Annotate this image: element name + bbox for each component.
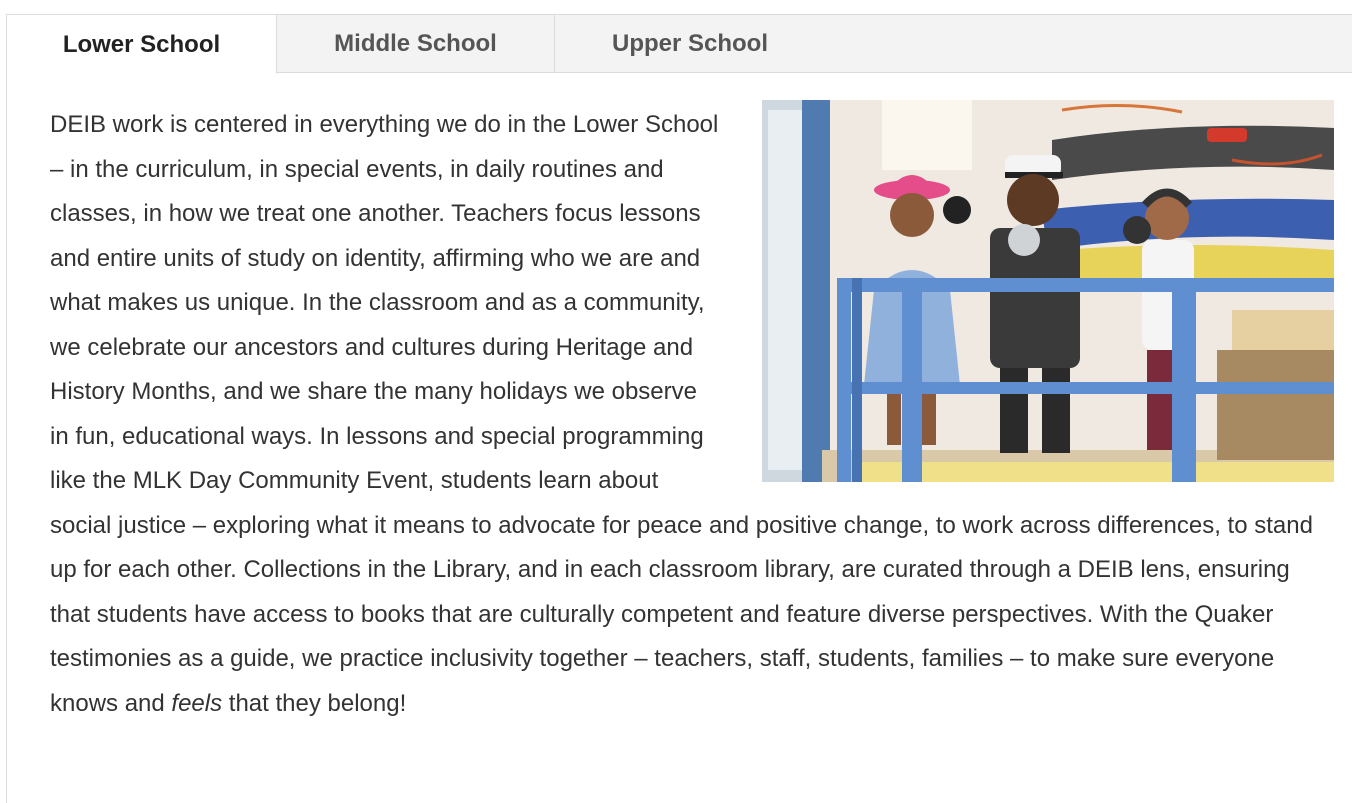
children-playing-photo (762, 100, 1334, 482)
tab-middle-school[interactable]: Middle School (277, 15, 555, 73)
body-text-emphasis: feels (171, 689, 223, 717)
tab-upper-school[interactable]: Upper School (611, 30, 768, 57)
tab-bar (7, 15, 1352, 73)
body-text-end: that they belong! (222, 689, 407, 717)
tab-panel-lower-school (50, 103, 1334, 726)
tab-lower-school[interactable]: Lower School (7, 15, 277, 74)
body-text-main: DEIB work is centered in everything we do in the Lower School – in the curriculum, in special events, in daily routines and classes, in how we treat one another. Teachers focus lessons and entire units of study on identity, affirming who we are and what makes us unique. In the classroom and as a community, we celebrate our ancestors and cultures during Heritage and History Months, and we share the many holidays we observe in fun, educational ways. In lessons and special programming like the MLK Day Community Event, students learn about social justice – exploring what it means to advocate for peace and positive change, to work across differences, to stand up for each other. Collections in the Library, and in each classroom library, are curated through a DEIB lens, ensuring that students have access to books that are culturally competent and feature diverse perspectives. With the Quaker testimonies as a guide, we practice inclusivity together – teachers, staff, students, families – to make sure everyone knows and (50, 111, 1313, 717)
